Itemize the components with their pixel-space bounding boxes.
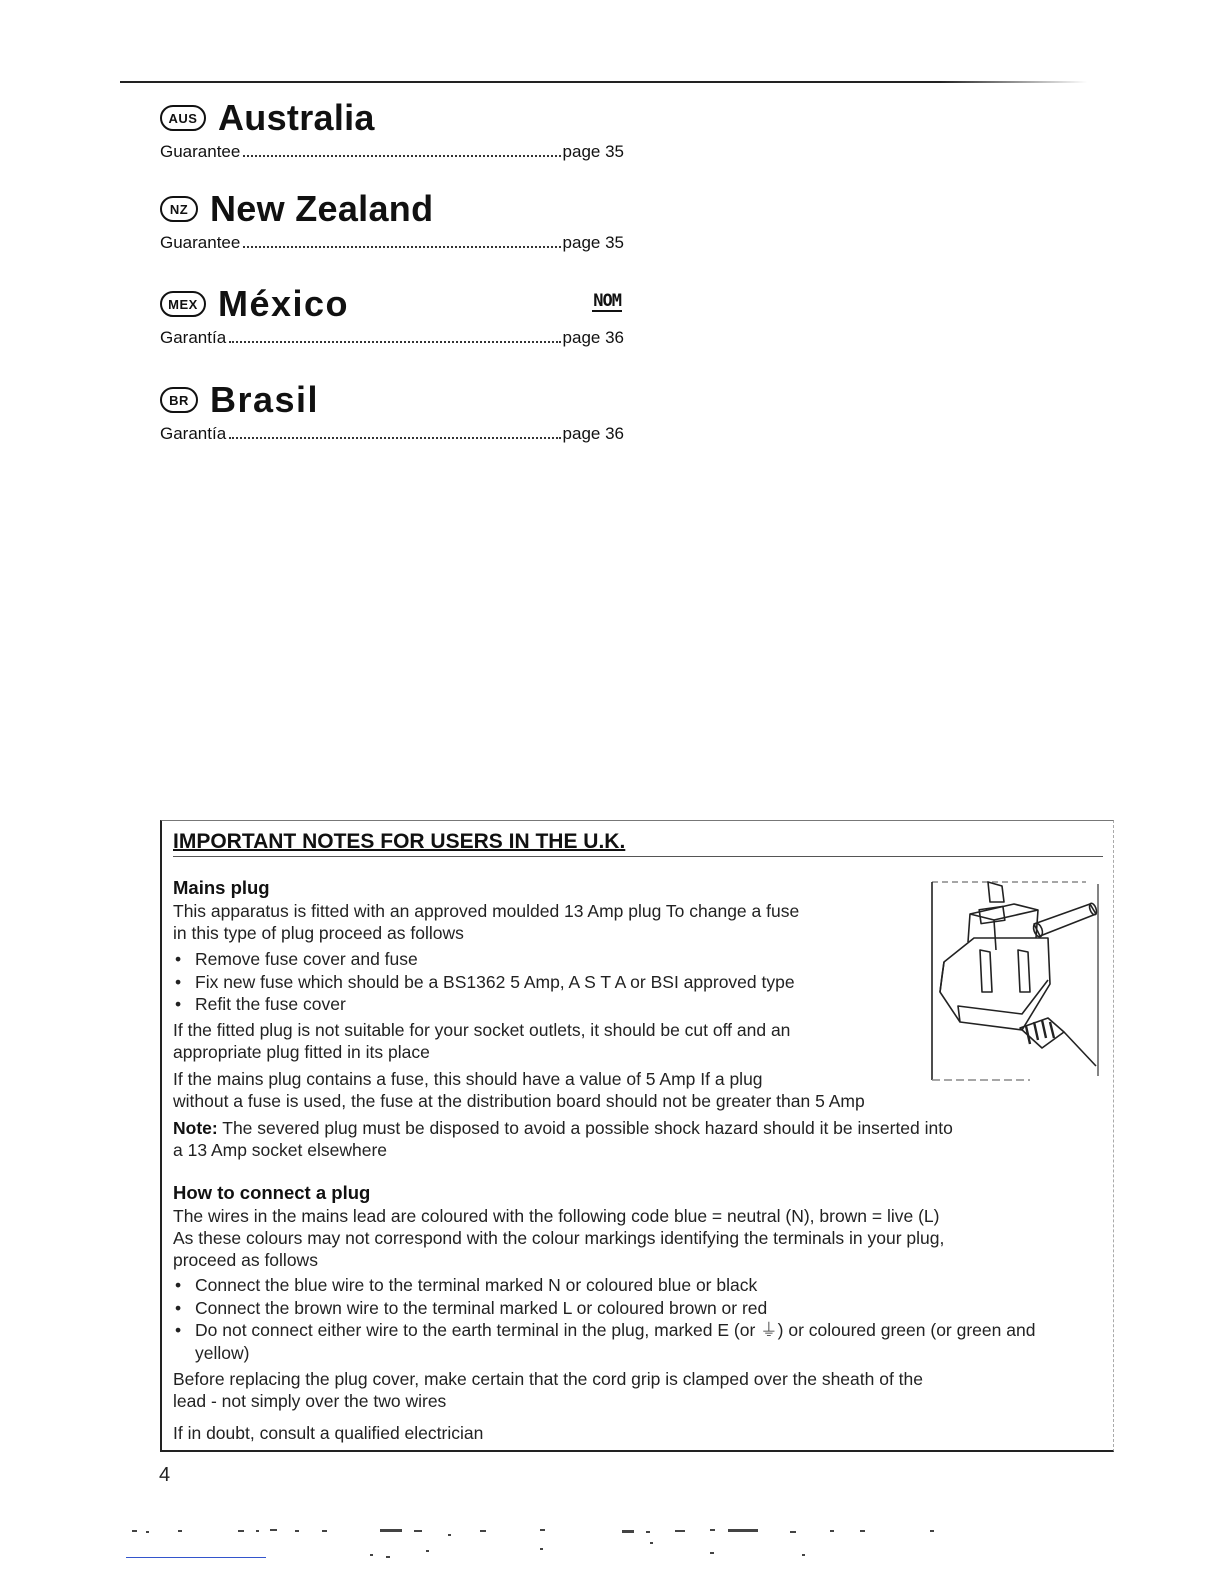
toc-page: page 36 — [562, 424, 624, 443]
country-badge: AUS — [160, 105, 206, 131]
nom-certification-mark: NOM — [593, 291, 621, 311]
paragraph-line: If the mains plug contains a fuse, this should have a value of 5 Amp If a plug — [173, 1069, 763, 1089]
country-badge: NZ — [160, 196, 198, 222]
country-badge: MEX — [160, 291, 206, 317]
leader-dots — [243, 154, 560, 157]
paragraph-line: As these colours may not correspond with the colour markings identifying the terminals in your plug, — [173, 1228, 945, 1248]
note-label: Note: — [173, 1118, 218, 1138]
list-item: • Fix new fuse which should be a BS1362 5 Amp, A S T A or BSI approved type — [173, 971, 933, 994]
section-brasil — [160, 378, 630, 444]
paragraph-line: Before replacing the plug cover, make certain that the cord grip is clamped over the sheath of the — [173, 1369, 924, 1389]
list-item: • Connect the blue wire to the terminal marked N or coloured blue or black — [173, 1274, 1083, 1297]
paragraph-line: proceed as follows — [173, 1250, 318, 1270]
leader-dots — [229, 340, 560, 343]
mains-plug-intro-line: This apparatus is fitted with an approved moulded 13 Amp plug To change a fuse — [173, 901, 800, 921]
scan-artifacts — [130, 1524, 950, 1564]
section-mexico — [160, 282, 630, 348]
toc-entry[interactable] — [160, 142, 624, 162]
top-rule-fade — [940, 81, 1150, 84]
note-line: a 13 Amp socket elsewhere — [173, 1140, 388, 1160]
paragraph-line: The wires in the mains lead are coloured with the following code blue = neutral (N), brown = live (L) — [173, 1206, 940, 1226]
page-number: 4 — [159, 1464, 171, 1486]
paragraph-line: appropriate plug fitted in its place — [173, 1042, 430, 1062]
toc-entry[interactable] — [160, 424, 624, 444]
connect-plug-heading: How to connect a plug — [173, 1182, 371, 1203]
toc-entry[interactable] — [160, 328, 624, 348]
toc-page: page 36 — [562, 328, 624, 347]
country-name: Brasil — [210, 379, 320, 420]
paragraph-line: without a fuse is used, the fuse at the distribution board should not be greater than 5 Amp — [173, 1091, 865, 1111]
toc-page: page 35 — [562, 233, 624, 252]
country-heading — [160, 96, 630, 140]
leader-dots — [229, 436, 560, 439]
paragraph-line: If in doubt, consult a qualified electrician — [173, 1423, 484, 1443]
list-item: • Connect the brown wire to the terminal marked L or coloured brown or red — [173, 1297, 1083, 1320]
paragraph-line: lead - not simply over the two wires — [173, 1391, 447, 1411]
paragraph-line: If the fitted plug is not suitable for your socket outlets, it should be cut off and an — [173, 1020, 791, 1040]
mains-plug-intro-line: in this type of plug proceed as follows — [173, 923, 464, 943]
notes-title: IMPORTANT NOTES FOR USERS IN THE U.K. — [173, 830, 1103, 857]
country-name: Australia — [218, 97, 375, 138]
note-text: The severed plug must be disposed to avoid a possible shock hazard should it be inserted into — [217, 1118, 953, 1138]
toc-label: Garantía — [160, 424, 227, 443]
toc-page: page 35 — [562, 142, 624, 161]
mains-plug-heading: Mains plug — [173, 877, 270, 898]
list-item: • Remove fuse cover and fuse — [173, 948, 933, 971]
list-item: • Refit the fuse cover — [173, 993, 933, 1016]
toc-entry[interactable] — [160, 233, 624, 253]
country-heading — [160, 282, 630, 326]
country-heading — [160, 378, 630, 422]
note-line — [173, 1117, 953, 1140]
scan-edge-line — [126, 1557, 266, 1558]
section-new-zealand — [160, 187, 630, 253]
country-name: New Zealand — [210, 188, 434, 229]
toc-label: Guarantee — [160, 233, 241, 252]
list-item: • Do not connect either wire to the earth terminal in the plug, marked E (or ⏚) or coloured green (or green and yellow) — [173, 1319, 1083, 1364]
plug-illustration — [930, 880, 1102, 1086]
toc-label: Garantía — [160, 328, 227, 347]
country-heading — [160, 187, 630, 231]
country-name: México — [218, 283, 350, 324]
fuse-steps-list — [173, 948, 933, 1016]
country-badge: BR — [160, 387, 198, 413]
section-australia — [160, 96, 630, 162]
leader-dots — [243, 245, 560, 248]
wiring-steps-list — [173, 1274, 1083, 1364]
toc-label: Guarantee — [160, 142, 241, 161]
